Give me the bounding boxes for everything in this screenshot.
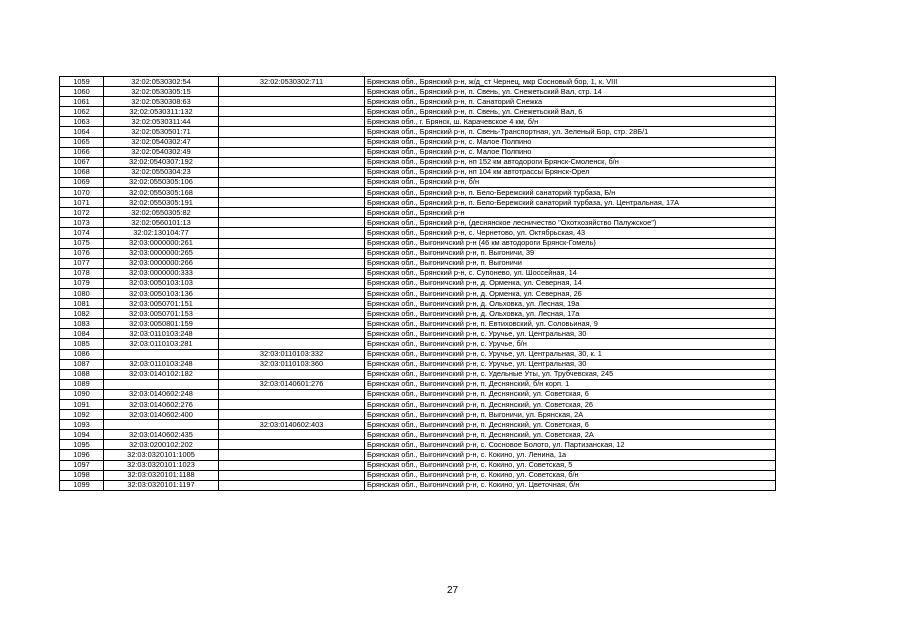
row-number-cell: 1089 xyxy=(60,379,104,389)
row-number-cell: 1091 xyxy=(60,400,104,410)
table-row xyxy=(60,107,776,117)
address-cell: Брянская обл., Выгоничский р-н, с. Уручье, ул. Центральная, 30, к. 1 xyxy=(365,349,776,359)
address-cell: Брянская обл., Выгоничский р-н, с. Кокино, ул. Ленина, 1а xyxy=(365,450,776,460)
row-number-cell: 1061 xyxy=(60,97,104,107)
row-number-cell: 1067 xyxy=(60,157,104,167)
row-number-cell: 1075 xyxy=(60,238,104,248)
row-number-cell: 1063 xyxy=(60,117,104,127)
row-number-cell: 1088 xyxy=(60,369,104,379)
table-row xyxy=(60,268,776,278)
table-row xyxy=(60,389,776,399)
row-number-cell: 1062 xyxy=(60,107,104,117)
table-row xyxy=(60,188,776,198)
address-cell: Брянская обл., Брянский р-н, с. Малое Полпино xyxy=(365,147,776,157)
table-row xyxy=(60,218,776,228)
related-cadastral-number-cell xyxy=(219,107,365,117)
related-cadastral-number-cell xyxy=(219,167,365,177)
row-number-cell: 1083 xyxy=(60,319,104,329)
related-cadastral-number-cell xyxy=(219,389,365,399)
row-number-cell: 1076 xyxy=(60,248,104,258)
table-row xyxy=(60,77,776,87)
table-row xyxy=(60,137,776,147)
row-number-cell: 1093 xyxy=(60,420,104,430)
cadastral-number-cell: 32:03:0320101:1197 xyxy=(104,480,219,490)
cadastral-number-cell: 32:03:0110103:248 xyxy=(104,359,219,369)
cadastral-number-cell: 32:03:0200102:202 xyxy=(104,440,219,450)
address-cell: Брянская обл., Выгоничский р-н, д. Орменка, ул. Северная, 26 xyxy=(365,288,776,298)
address-cell: Брянская обл., Выгоничский р-н, с. Сосновое Болото, ул. Партизанская, 12 xyxy=(365,440,776,450)
row-number-cell: 1060 xyxy=(60,87,104,97)
row-number-cell: 1096 xyxy=(60,450,104,460)
row-number-cell: 1087 xyxy=(60,359,104,369)
table-row xyxy=(60,470,776,480)
related-cadastral-number-cell xyxy=(219,188,365,198)
related-cadastral-number-cell: 32:03:0140601:276 xyxy=(219,379,365,389)
cadastral-number-cell: 32:02:0530501:71 xyxy=(104,127,219,137)
address-cell: Брянская обл., Брянский р-н, п. Свень-Транспортная, ул. Зеленый Бор, стр. 28Б/1 xyxy=(365,127,776,137)
table-row xyxy=(60,228,776,238)
cadastral-number-cell: 32:02:0530308:63 xyxy=(104,97,219,107)
address-cell: Брянская обл., Выгоничский р-н, с. Уручье, б/н xyxy=(365,339,776,349)
cadastral-number-cell: 32:03:0050701:151 xyxy=(104,299,219,309)
row-number-cell: 1073 xyxy=(60,218,104,228)
related-cadastral-number-cell: 32:02:0530302:711 xyxy=(219,77,365,87)
address-cell: Брянская обл., Выгоничский р-н, п. Деснянский, ул. Советская, 2А xyxy=(365,430,776,440)
cadastral-number-cell: 32:03:0140102:182 xyxy=(104,369,219,379)
table-row xyxy=(60,127,776,137)
table-row xyxy=(60,157,776,167)
table-row xyxy=(60,198,776,208)
table-row xyxy=(60,359,776,369)
row-number-cell: 1085 xyxy=(60,339,104,349)
registry-table-body xyxy=(60,77,776,491)
page-number: 27 xyxy=(446,585,459,596)
related-cadastral-number-cell xyxy=(219,278,365,288)
related-cadastral-number-cell xyxy=(219,87,365,97)
row-number-cell: 1072 xyxy=(60,208,104,218)
row-number-cell: 1097 xyxy=(60,460,104,470)
address-cell: Брянская обл., Брянский р-н, ж/д_ст Чернец, мкр Сосновый бор, 1, к. VIII xyxy=(365,77,776,87)
table-row xyxy=(60,430,776,440)
cadastral-number-cell: 32:03:0320101:1188 xyxy=(104,470,219,480)
table-row xyxy=(60,177,776,187)
table-row xyxy=(60,97,776,107)
related-cadastral-number-cell xyxy=(219,228,365,238)
row-number-cell: 1077 xyxy=(60,258,104,268)
related-cadastral-number-cell xyxy=(219,410,365,420)
related-cadastral-number-cell xyxy=(219,369,365,379)
row-number-cell: 1092 xyxy=(60,410,104,420)
cadastral-number-cell: 32:02:0540307:192 xyxy=(104,157,219,167)
table-row xyxy=(60,117,776,127)
address-cell: Брянская обл., Выгоничский р-н, п. Деснянский, ул. Советская, 26 xyxy=(365,400,776,410)
cadastral-number-cell xyxy=(104,379,219,389)
address-cell: Брянская обл., Брянский р-н, нп 104 км автотрассы Брянск-Орел xyxy=(365,167,776,177)
address-cell: Брянская обл., Выгоничский р-н, п. Выгоничи, ул. Брянская, 2А xyxy=(365,410,776,420)
related-cadastral-number-cell xyxy=(219,127,365,137)
cadastral-number-cell: 32:03:0140602:276 xyxy=(104,400,219,410)
table-row xyxy=(60,167,776,177)
cadastral-number-cell: 32:02:0550305:106 xyxy=(104,177,219,187)
row-number-cell: 1084 xyxy=(60,329,104,339)
row-number-cell: 1081 xyxy=(60,299,104,309)
table-row xyxy=(60,369,776,379)
related-cadastral-number-cell xyxy=(219,470,365,480)
table-row xyxy=(60,309,776,319)
cadastral-number-cell: 32:03:0140602:435 xyxy=(104,430,219,440)
cadastral-number-cell xyxy=(104,349,219,359)
row-number-cell: 1070 xyxy=(60,188,104,198)
address-cell: Брянская обл., Выгоничский р-н, с. Кокино, ул. Советская, 5 xyxy=(365,460,776,470)
related-cadastral-number-cell xyxy=(219,157,365,167)
cadastral-number-cell: 32:02:0540302:49 xyxy=(104,147,219,157)
cadastral-number-cell: 32:02:0540302:47 xyxy=(104,137,219,147)
address-cell: Брянская обл., Брянский р-н, с. Чернетово, ул. Октябрьская, 43 xyxy=(365,228,776,238)
row-number-cell: 1095 xyxy=(60,440,104,450)
address-cell: Брянская обл., Брянский р-н, (деснянское лесничество "Охотхозяйство Палужское") xyxy=(365,218,776,228)
row-number-cell: 1094 xyxy=(60,430,104,440)
address-cell: Брянская обл., Выгоничский р-н, с. Уручье, ул. Центральная, 30 xyxy=(365,329,776,339)
row-number-cell: 1078 xyxy=(60,268,104,278)
cadastral-number-cell: 32:02:0530311:44 xyxy=(104,117,219,127)
table-row xyxy=(60,319,776,329)
address-cell: Брянская обл., Выгоничский р-н, п. Деснянский, б/н корп. 1 xyxy=(365,379,776,389)
address-cell: Брянская обл., Брянский р-н, б/н xyxy=(365,177,776,187)
cadastral-number-cell: 32:03:0000000:261 xyxy=(104,238,219,248)
address-cell: Брянская обл., Выгоничский р-н, с. Уручье, ул. Центральная, 30 xyxy=(365,359,776,369)
related-cadastral-number-cell xyxy=(219,288,365,298)
row-number-cell: 1059 xyxy=(60,77,104,87)
property-registry-table xyxy=(59,76,776,491)
related-cadastral-number-cell xyxy=(219,238,365,248)
cadastral-number-cell: 32:03:0000000:266 xyxy=(104,258,219,268)
related-cadastral-number-cell xyxy=(219,137,365,147)
cadastral-number-cell: 32:03:0320101:1023 xyxy=(104,460,219,470)
address-cell: Брянская обл., г. Брянск, ш. Карачевское 4 км, б/н xyxy=(365,117,776,127)
related-cadastral-number-cell xyxy=(219,147,365,157)
cadastral-number-cell xyxy=(104,420,219,430)
table-row xyxy=(60,400,776,410)
cadastral-number-cell: 32:03:0140602:400 xyxy=(104,410,219,420)
table-row xyxy=(60,480,776,490)
cadastral-number-cell: 32:03:0110103:248 xyxy=(104,329,219,339)
cadastral-number-cell: 32:02:0550305:168 xyxy=(104,188,219,198)
address-cell: Брянская обл., Выгоничский р-н, с. Удельные Уты, ул. Трубчевская, 245 xyxy=(365,369,776,379)
related-cadastral-number-cell xyxy=(219,97,365,107)
cadastral-number-cell: 32:03:0000000:265 xyxy=(104,248,219,258)
address-cell: Брянская обл., Брянский р-н, п. Бело-Бережский санаторий турбаза, Б/н xyxy=(365,188,776,198)
address-cell: Брянская обл., Брянский р-н, п. Свень, ул. Снежетьский Вал, 6 xyxy=(365,107,776,117)
related-cadastral-number-cell xyxy=(219,430,365,440)
table-row xyxy=(60,87,776,97)
address-cell: Брянская обл., Выгоничский р-н, п. Евтиховский, ул. Соловьиная, 9 xyxy=(365,319,776,329)
table-row xyxy=(60,450,776,460)
cadastral-number-cell: 32:02:0560101:13 xyxy=(104,218,219,228)
row-number-cell: 1074 xyxy=(60,228,104,238)
related-cadastral-number-cell xyxy=(219,218,365,228)
cadastral-number-cell: 32:03:0050103:136 xyxy=(104,288,219,298)
related-cadastral-number-cell xyxy=(219,400,365,410)
address-cell: Брянская обл., Выгоничский р-н, с. Кокино, ул. Цветочная, б/н xyxy=(365,480,776,490)
address-cell: Брянская обл., Брянский р-н, п. Санаторий Снежка xyxy=(365,97,776,107)
related-cadastral-number-cell xyxy=(219,339,365,349)
address-cell: Брянская обл., Выгоничский р-н (46 км автодороги Брянск-Гомель) xyxy=(365,238,776,248)
row-number-cell: 1069 xyxy=(60,177,104,187)
related-cadastral-number-cell xyxy=(219,177,365,187)
table-row xyxy=(60,379,776,389)
cadastral-number-cell: 32:02:130104:77 xyxy=(104,228,219,238)
table-row xyxy=(60,258,776,268)
cadastral-number-cell: 32:03:0050103:103 xyxy=(104,278,219,288)
cadastral-number-cell: 32:03:0050801:159 xyxy=(104,319,219,329)
cadastral-number-cell: 32:03:0110103:281 xyxy=(104,339,219,349)
cadastral-number-cell: 32:02:0550305:82 xyxy=(104,208,219,218)
row-number-cell: 1066 xyxy=(60,147,104,157)
row-number-cell: 1098 xyxy=(60,470,104,480)
table-row xyxy=(60,410,776,420)
row-number-cell: 1082 xyxy=(60,309,104,319)
cadastral-number-cell: 32:03:0140602:248 xyxy=(104,389,219,399)
table-row xyxy=(60,147,776,157)
row-number-cell: 1068 xyxy=(60,167,104,177)
address-cell: Брянская обл., Брянский р-н, п. Свень, ул. Снежетьский Вал, стр. 14 xyxy=(365,87,776,97)
address-cell: Брянская обл., Брянский р-н, п. Бело-Бережский санаторий турбаза, ул. Центральная, 17А xyxy=(365,198,776,208)
row-number-cell: 1064 xyxy=(60,127,104,137)
table-row xyxy=(60,299,776,309)
cadastral-number-cell: 32:02:0550305:191 xyxy=(104,198,219,208)
address-cell: Брянская обл., Выгоничский р-н, д. Орменка, ул. Северная, 14 xyxy=(365,278,776,288)
related-cadastral-number-cell xyxy=(219,117,365,127)
table-row xyxy=(60,278,776,288)
cadastral-number-cell: 32:02:0550304:23 xyxy=(104,167,219,177)
related-cadastral-number-cell xyxy=(219,319,365,329)
table-row xyxy=(60,440,776,450)
table-row xyxy=(60,248,776,258)
address-cell: Брянская обл., Брянский р-н, с. Малое Полпино xyxy=(365,137,776,147)
related-cadastral-number-cell xyxy=(219,309,365,319)
address-cell: Брянская обл., Выгоничский р-н, д. Ольховка, ул. Лесная, 19а xyxy=(365,299,776,309)
document-sheet xyxy=(59,76,775,491)
address-cell: Брянская обл., Брянский р-н, с. Супонево, ул. Шоссейная, 14 xyxy=(365,268,776,278)
related-cadastral-number-cell xyxy=(219,460,365,470)
row-number-cell: 1080 xyxy=(60,288,104,298)
row-number-cell: 1086 xyxy=(60,349,104,359)
address-cell: Брянская обл., Брянский р-н xyxy=(365,208,776,218)
cadastral-number-cell: 32:02:0530311:132 xyxy=(104,107,219,117)
cadastral-number-cell: 32:03:0320101:1005 xyxy=(104,450,219,460)
related-cadastral-number-cell xyxy=(219,258,365,268)
related-cadastral-number-cell xyxy=(219,208,365,218)
related-cadastral-number-cell xyxy=(219,198,365,208)
address-cell: Брянская обл., Выгоничский р-н, п. Выгоничи xyxy=(365,258,776,268)
related-cadastral-number-cell xyxy=(219,440,365,450)
cadastral-number-cell: 32:03:0000000:333 xyxy=(104,268,219,278)
row-number-cell: 1071 xyxy=(60,198,104,208)
address-cell: Брянская обл., Брянский р-н, нп 152 км автодороги Брянск-Смоленск, б/н xyxy=(365,157,776,167)
cadastral-number-cell: 32:02:0530305:15 xyxy=(104,87,219,97)
related-cadastral-number-cell: 32:03:0110103:360 xyxy=(219,359,365,369)
table-row xyxy=(60,329,776,339)
related-cadastral-number-cell: 32:03:0140602:403 xyxy=(219,420,365,430)
address-cell: Брянская обл., Выгоничский р-н, с. Кокино, ул. Советская, б/н xyxy=(365,470,776,480)
row-number-cell: 1065 xyxy=(60,137,104,147)
related-cadastral-number-cell xyxy=(219,268,365,278)
related-cadastral-number-cell xyxy=(219,248,365,258)
cadastral-number-cell: 32:03:0050701:153 xyxy=(104,309,219,319)
address-cell: Брянская обл., Выгоничский р-н, д. Ольховка, ул. Лесная, 17а xyxy=(365,309,776,319)
table-row xyxy=(60,420,776,430)
table-row xyxy=(60,339,776,349)
related-cadastral-number-cell xyxy=(219,480,365,490)
table-row xyxy=(60,208,776,218)
related-cadastral-number-cell xyxy=(219,299,365,309)
related-cadastral-number-cell: 32:03:0110103:332 xyxy=(219,349,365,359)
related-cadastral-number-cell xyxy=(219,329,365,339)
table-row xyxy=(60,460,776,470)
row-number-cell: 1099 xyxy=(60,480,104,490)
address-cell: Брянская обл., Выгоничский р-н, п. Деснянский, ул. Советская, 6 xyxy=(365,389,776,399)
table-row xyxy=(60,288,776,298)
table-row xyxy=(60,349,776,359)
row-number-cell: 1079 xyxy=(60,278,104,288)
row-number-cell: 1090 xyxy=(60,389,104,399)
cadastral-number-cell: 32:02:0530302:54 xyxy=(104,77,219,87)
table-row xyxy=(60,238,776,248)
address-cell: Брянская обл., Выгоничский р-н, п. Выгоничи, 39 xyxy=(365,248,776,258)
address-cell: Брянская обл., Выгоничский р-н, п. Деснянский, ул. Советская, 6 xyxy=(365,420,776,430)
related-cadastral-number-cell xyxy=(219,450,365,460)
